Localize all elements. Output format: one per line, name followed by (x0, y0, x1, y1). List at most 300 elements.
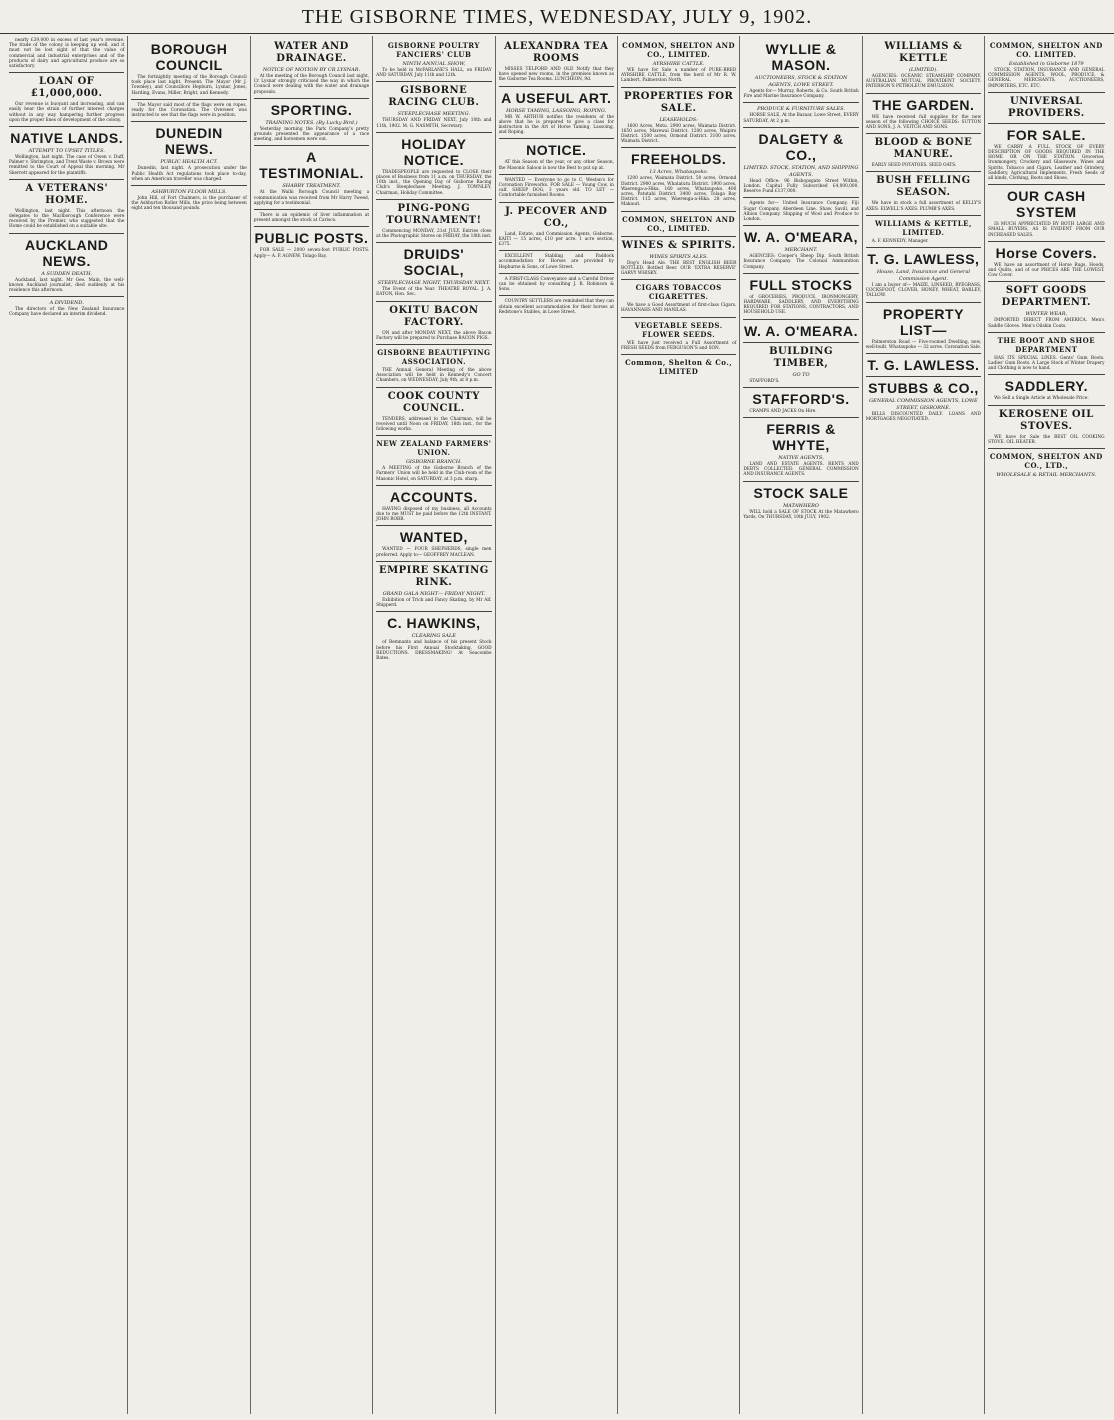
article-body: LAND AND ESTATE AGENTS. RENTS AND DEBTS COLLECTED. GENERAL COMMISSION AND INSURANCE AGENTS. (743, 462, 859, 478)
column-rule (376, 525, 491, 526)
article-body: WE have an assortment of Horse Rugs, Hoods, and Quilts, and of our PRICES ARE THE LOWEST. Cow Cover. (988, 262, 1105, 279)
article-heading: PROPERTY LIST— (882, 305, 964, 338)
column-rule (499, 86, 614, 87)
article (621, 211, 736, 233)
article-heading: STOCK SALE (753, 484, 849, 501)
column-9 (985, 36, 1107, 1414)
column-rule (988, 92, 1104, 93)
article-body: A MEETING of the Gisborne Branch of the Farmers' Union will be held in the Club-room of the Masonic Hotel, on SATURDAY, at 3 p.m. sharp. (376, 466, 492, 482)
article-heading: PING-PONG TOURNAMENT! (386, 202, 482, 226)
article (866, 215, 981, 244)
newspaper-page (6, 36, 1108, 1414)
article (743, 41, 858, 99)
article (254, 209, 369, 223)
article-subheading: ASHBURTON FLOOR MILLS. (151, 189, 227, 196)
article-body: Commencing MONDAY, 21st JULY. Entries close at the Photographic Stores on FRIDAY, the 18th inst. (376, 228, 492, 240)
article-body: We Sell a Single Article at Wholesale Price. (994, 396, 1089, 402)
article-body: Head Office: 96 Bishopsgate Street Within, London. Capital Fully Subscribed £4,000,000. Reserve Fund £137,000. (743, 178, 859, 195)
article (376, 242, 491, 297)
article-subheading: WINES SPIRITS ALES. (649, 253, 708, 260)
column-rule (131, 121, 246, 122)
article-heading: T. G. LAWLESS, (867, 251, 980, 268)
article-body: MR W. ARTHUR notifies the residents of the above that he is prepared to give a class for instruction in the Art of Horse Taming, Lassoing, and Roping. (498, 114, 614, 136)
article-heading: WILLIAMS & KETTLE (884, 41, 963, 64)
article-subheading: MATAWHERO (783, 502, 820, 509)
article-body: The fortnightly meeting of the Borough Council took place last night. Present: The Mayor (Mr J. Townley), and Councillors Hepburn, Lysnar, Jones, Harding, Evans, Miller, Bright, and Kennedy. (131, 75, 247, 96)
column-rule (9, 296, 124, 297)
article-body: THE Annual General Meeting of the above Association will be held in Kennedy's Concert Chambers, on WEDNESDAY, July 9th, at 8 p.m. (376, 368, 492, 384)
article-subheading: ATTEMPT TO UPSET TITLES. (28, 148, 105, 155)
article-subheading: GRAND GALA NIGHT— FRIDAY NIGHT. (382, 590, 486, 597)
article-heading: FERRIS & WHYTE, (766, 421, 836, 454)
column-rule (254, 145, 369, 146)
article-body: AT this Season of the year, or any other Season, the Masonic Saloon is now the Best to put up at. (498, 160, 614, 171)
article (866, 247, 981, 299)
article-subheading: GENERAL COMMISSION AGENTS, LOWE STREET, GISBORNE. (869, 398, 978, 412)
article-subheading: PRODUCE & FURNITURE SALES. (757, 106, 845, 113)
article (621, 87, 736, 145)
article-body: CRAMPS AND JACKS On Hire. (749, 408, 817, 414)
article-heading: UNIVERSAL PROVIDERS. (1007, 95, 1085, 119)
article (9, 296, 124, 317)
article-subheading: GISBORNE BRANCH. (405, 459, 462, 466)
column-rule (499, 202, 614, 203)
article-body: The Mayor said most of the flags were on ropes, ready for the Coronation. The Overseer was instructed to see that the flags were in position. (131, 102, 247, 119)
article (988, 448, 1104, 479)
article (988, 332, 1104, 372)
column-rule (376, 435, 491, 436)
article-subheading: CLEARING SALE (411, 633, 456, 640)
article (376, 344, 491, 384)
article-body: THURSDAY AND FRIDAY NEXT, July 10th and 11th, 1902. M. G. NASMITH, Secretary. (376, 118, 492, 129)
article-body: of GROCERIES, PRODUCE, IRONMONGERY, HARDWARE, SADDLERY, AND EVERYTHING REQUIRED FOR STATIONS, CONTRACTORS, AND HOUSEHOLD USE. (743, 294, 859, 316)
article-heading: BOROUGH COUNCIL (150, 41, 228, 73)
article (621, 236, 736, 277)
article-subheading: GO TO (792, 371, 810, 378)
article-body: At the Waihi Borough Council meeting a communication was received from Mr Harry Tweed, applying for a testimonial. (253, 190, 370, 206)
article-heading: KEROSENE OIL STOVES. (998, 408, 1094, 432)
column-rule (9, 72, 124, 73)
article (621, 147, 736, 207)
article-body: WE have received full supplies for the new season of the following CHOICE SEEDS: SUTTON AND SONS, J. A. VEITCH AND SONS. (865, 114, 982, 131)
article-heading: WYLLIE & MASON. (765, 41, 837, 73)
article-heading: GISBORNE RACING CLUB. (388, 85, 480, 109)
article-heading: BUSH FELLING SEASON. (876, 175, 971, 199)
column-rule (376, 387, 491, 388)
article-heading: W. A. O'MEARA, (744, 229, 859, 246)
column-rule (866, 376, 981, 377)
column-rule (376, 199, 491, 200)
article-heading: SPORTING. (270, 101, 353, 118)
article-subheading: STEEPLECHASE MEETING. (397, 111, 471, 118)
article-heading: DALGETY & CO., (758, 130, 844, 163)
article-heading: SADDLERY. (1004, 378, 1088, 395)
article (988, 281, 1104, 328)
article-heading: A USEFUL ART. (501, 89, 612, 106)
column-rule (988, 448, 1104, 449)
article-heading: HOLIDAY NOTICE. (401, 135, 467, 168)
article-heading: COMMON, SHELTON AND CO., LIMITED. (622, 214, 736, 233)
column-rule (866, 247, 981, 248)
article-heading: T. G. LAWLESS. (867, 357, 980, 374)
article (376, 387, 491, 433)
article (254, 145, 369, 206)
column-rule (621, 147, 736, 148)
article-body: HAS ITS SPECIAL LINES. Gents' Gum Boots. Ladies' Gum Boots. A Large Stock of Winter Drapery and Clothing is now to hand. (988, 355, 1105, 372)
column-rule (376, 81, 491, 82)
column-rule (376, 242, 491, 243)
article-subheading: NOTICE OF MOTION BY CR LYSNAR. (262, 67, 361, 73)
article-subheading: HORSE TAMING, LASSOING, ROPING. (506, 107, 607, 114)
article-body: TENDERS, addressed to the Chairman, will be received until Noon on FRIDAY, 18th inst., for the following works. (376, 416, 492, 433)
article (743, 481, 858, 520)
article-heading: OUR CASH SYSTEM (1006, 188, 1086, 221)
article-body: At the meeting of the Borough Council last night, Cr Lysnar strongly criticised the way in which the Council were dealing with the water and drainage proposals. (253, 74, 370, 95)
article-heading: W. A. O'MEARA. (744, 322, 859, 339)
article (621, 41, 736, 84)
article-body: WE have for Sale the BEST OIL COOKING STOVE. OIL HEATER. (988, 434, 1105, 445)
article (988, 374, 1104, 401)
article (254, 98, 369, 143)
article-heading: C. HAWKINS, (387, 615, 481, 632)
article (131, 185, 246, 212)
article-body: EARLY SEED POTATOES. SEED OATS. (871, 163, 957, 169)
masthead: THE GISBORNE TIMES, WEDNESDAY, JULY 9, 1902. (0, 0, 1114, 34)
article (376, 132, 491, 196)
article-heading: STAFFORD'S. (752, 390, 850, 407)
article-body: The directors of the New Zealand Insurance Company have declared an interim dividend. (9, 307, 125, 318)
column-rule (743, 127, 858, 128)
article-subheading: WINTER WEAR, (1025, 311, 1068, 318)
article-body: WANTED — FOUR SHEPHERDS, single men preferred. Apply to— GEOFFREY MACLEAN. (376, 547, 492, 558)
column-rule (131, 99, 246, 100)
article-body: Agents for— United Insurance Company. Fiji Sugar Company. Aberdeen Line. Shaw, Savill, and Albion Company. Shipping of Wool and Produce to London. (743, 201, 859, 223)
article-body: To be held in McFARLANE'S HALL, on FRIDAY AND SATURDAY, July 11th and 12th. (376, 68, 492, 79)
column-8 (863, 36, 985, 1414)
column-rule (743, 319, 858, 320)
article-heading: DUNEDIN NEWS. (155, 125, 223, 158)
column-rule (621, 354, 736, 355)
article-body: Our revenue is buoyant and increasing, and can easily bear the strain of further interest charges without in any way hampering further progress upon the proper lines of development of the colony. (9, 102, 125, 123)
article-body: WE have just received a Full Assortment of FRESH SEEDS from FERGUSON'S and SON. (620, 340, 737, 351)
article-heading: NATIVE LANDS. (10, 130, 124, 147)
column-rule (866, 215, 981, 216)
article-heading: WATER AND DRAINAGE. (274, 41, 349, 64)
article (743, 197, 858, 222)
article-subheading: NATIVE AGENTS, (778, 455, 824, 462)
column-rule (621, 87, 736, 88)
article (499, 202, 614, 248)
article-body: A. F. KENNEDY, Manager. (871, 238, 929, 244)
column-rule (988, 374, 1104, 375)
article (866, 41, 981, 90)
column-rule (499, 273, 614, 274)
article (743, 417, 858, 478)
article (988, 241, 1104, 279)
column-rule (743, 225, 858, 226)
article-heading: J. PECOVER AND CO., (505, 205, 608, 229)
column-rule (988, 241, 1104, 242)
article (499, 86, 614, 136)
article-heading: NEW ZEALAND FARMERS' UNION. (376, 439, 492, 458)
article-heading: BUILDING TIMBER, (769, 345, 833, 369)
article-heading: CIGARS TOBACCOS CIGARETTES. (635, 283, 722, 302)
column-rule (376, 485, 491, 486)
article-heading: A TESTIMONIAL. (259, 149, 364, 182)
article (743, 273, 858, 316)
column-rule (9, 179, 124, 180)
article-body: of Remnants and balance of his present Stock before his First Annual Stocktaking. GOOD REDUCTIONS. DRESSMAKING! At Seacombe Bates. (376, 640, 492, 661)
column-rule (743, 417, 858, 418)
article (254, 226, 369, 258)
article (9, 179, 124, 230)
article-heading: OKITU BACON FACTORY. (389, 304, 479, 328)
article-body: Wellington, last night. This afternoon the delegates to the Marlborough Conference were received by the Premier, who suggested that the Home could be established on a suitable site. (9, 208, 125, 230)
column-rule (499, 138, 614, 139)
article (131, 99, 246, 119)
article-heading: DRUIDS' SOCIAL, (403, 246, 465, 279)
article-body: 1200 acres, Waimata District. 50 acres, Ormond District. 2900 acres, Whatatutu District. 1900 acres, Waerenga-a-Hika. 160 acres, Whataupoko. 400 acres, Patutahi District. 3400 acres, Tolaga Bay District. 115 acres, Waerenga-a-Hika. 28 acres, Makauri. (620, 176, 737, 208)
article-heading: PROPERTIES FOR SALE. (623, 90, 734, 114)
article (988, 123, 1104, 181)
article-body: Wellington, last night. The case of Owen v. Duff, Palmer v. Shrimpton, and Trent Waste v. Brown were remitted to the Court of Appeal this morning. Mr Skerrett appeared for the plaintiffs. (9, 155, 125, 176)
article (9, 38, 124, 69)
article-body: BILLS DISCOUNTED DAILY. LOANS AND MORTGAGES NEGOTIATED. (865, 412, 982, 423)
article-body: Dog's Head Ale. THE BEST ENGLISH BEER BOTTLED. Bottled Beer. OUR 'EXTRA RESERVE' GARVY WHISKY. (620, 260, 737, 277)
column-rule (988, 184, 1104, 185)
article-body: Yesterday morning the Park Company's pretty grounds presented the appearance of a race meeting, and horsemen were out. (253, 126, 370, 143)
article-heading: BLOOD & BONE MANURE. (874, 137, 973, 161)
article (499, 174, 614, 199)
article-body: MISSES TELFORD AND OLD Notify that they have opened new rooms, in the premises known as the Gisborne Tea Rooms. LUNCHEON, 9d. (498, 67, 614, 83)
article-subheading: 13 Acres, Whataupoko. (649, 169, 709, 176)
article-subheading: STEEPLECHASE NIGHT, THURSDAY NEXT. (377, 280, 491, 287)
article-heading: EMPIRE SKATING RINK. (378, 564, 489, 588)
column-rule (988, 123, 1104, 124)
article-heading: THE GARDEN. (872, 96, 975, 113)
article (376, 485, 491, 523)
article (621, 354, 736, 376)
column-rule (376, 132, 491, 133)
column-rule (376, 561, 491, 562)
article-subheading: TRAINING NOTES. (By Lucky Bird.) (265, 119, 358, 126)
article (376, 561, 491, 608)
article-body: HORSE SALE, At the Bazaar, Lowe Street, EVERY SATURDAY, At 2 p.m. (743, 113, 859, 124)
article-body: nearly £39,000 in excess of last year's revenue. The trade of the colony is keeping up well, and it must not be lost sight of that the value of commercial and industrial enterprises and of the products of dairy and agricultural produce are so satisfactory. (9, 38, 125, 70)
column-2 (128, 36, 250, 1414)
article (9, 126, 124, 176)
article (376, 199, 491, 239)
article-heading: GISBORNE POULTRY FANCIERS' CLUB (387, 41, 480, 59)
article-heading: SOFT GOODS DEPARTMENT. (1001, 285, 1092, 309)
article (376, 41, 491, 78)
article-body: TRADESPEOPLE are requested to CLOSE their places of Business from 11 a.m. on THURSDAY, the 10th inst., the Opening Day of Gisborne Racing Club's Steeplechase Meeting. J. TOWNLEY, Chairman, Holiday Committee. (376, 169, 492, 196)
article (988, 41, 1104, 89)
article-body: WE have for Sale a number of PURE-BRED AYRSHIRE CATTLE, from the herd of Mr R. W. Lambert, Palmerston North. (620, 68, 737, 84)
column-rule (9, 126, 124, 127)
column-rule (743, 273, 858, 274)
article-subheading: PUBLIC HEALTH ACT. (160, 159, 218, 166)
article (988, 92, 1104, 120)
article-body: STOCK, STATION, INSURANCE AND GENERAL COMMISSION AGENTS, WOOL, PRODUCE, & GENERAL MERCHANTS, AUCTIONEERS, IMPORTERS, ETC. ETC. (988, 68, 1105, 89)
column-rule (376, 301, 491, 302)
article (376, 525, 491, 557)
article-heading: Common, Shelton & Co., LIMITED (625, 358, 733, 377)
column-rule (621, 236, 736, 237)
article-subheading: A SUDDEN DEATH. (41, 270, 93, 277)
article-subheading: AYRSHIRE CATTLE. (652, 61, 705, 67)
article-heading: NOTICE. (526, 142, 587, 159)
column-rule (866, 133, 981, 134)
column-rule (254, 226, 369, 227)
article-heading: A VETERANS' HOME. (25, 182, 109, 206)
article (376, 435, 491, 482)
column-rule (254, 209, 369, 210)
article (499, 41, 614, 83)
article (743, 387, 858, 414)
article-subheading: (LIMITED). (908, 67, 938, 73)
article-heading: STUBBS & CO., (868, 380, 979, 397)
article-body: IS MUCH APPRECIATED BY BOTH LARGE AND SMALL BUYERS, AS IS EVIDENT FROM OUR INCREASED SALES. (988, 222, 1105, 238)
article (866, 171, 981, 211)
article (499, 250, 614, 270)
column-rule (743, 102, 858, 103)
article-subheading: WHOLESALE & RETAIL MERCHANTS. (996, 472, 1097, 479)
article-body: Dunedin, last night. A prosecution under the Public Health Act regulations took place to-day, when an American traveller was charged. (131, 166, 247, 182)
column-rule (376, 344, 491, 345)
article-heading: ALEXANDRA TEA ROOMS (504, 41, 609, 64)
article-body: WE CARRY A FULL STOCK OF EVERY DESCRIPTION OF GOODS REQUIRED IN THE HOME OR ON THE STATION. Groceries, Ironmongery, Crockery and Glassware, Wines and Spirits, Tobacco and Cigars, Leather and Grindery, Saddlery, Agricultural Implements, Fresh Seeds of all kinds, Clothing, Boots and Shoes. (988, 144, 1105, 182)
column-rule (9, 233, 124, 234)
article (9, 233, 124, 294)
article (499, 273, 614, 293)
column-rule (621, 317, 736, 318)
article-subheading: LIMITED. STOCK, STATION, AND SHIPPING AGENTS. (743, 164, 859, 178)
article-heading: COOK COUNTY COUNCIL. (387, 390, 480, 414)
article-body: Agents for— Murray, Roberts, & Co. South British Fire and Marine Insurance Company. (743, 89, 859, 100)
article (499, 138, 614, 170)
column-rule (743, 481, 858, 482)
article-heading: AUCKLAND NEWS. (25, 236, 109, 269)
article-body: Land, Estate, and Commission Agents, Gisborne. KAITI — 15 acres, £10 per acre. 1 acre section, £375. (498, 231, 614, 248)
article-subheading: A DIVIDEND. (49, 300, 84, 307)
article-body: There is an epidemic of liver inflammation at present amongst the stock at Carisco. (253, 213, 370, 224)
article-body: I am a buyer of— MAIZE, LINSEED, RYEGRASS, COCKSFOOT, CLOVER, HONEY, WHEAT, BARLEY, TALLOW. (865, 283, 982, 299)
article-body: A FIRST-CLASS Conveyance and a Careful Driver can be obtained by consulting J. B. Robinson & Sons. (498, 276, 614, 293)
article-body: ON and after MONDAY NEXT, the above Bacon Factory will be prepared to Purchase BACON PIGS. (376, 330, 492, 341)
article-heading: PUBLIC POSTS. (254, 230, 369, 247)
article-body: EXCELLENT Stabling and Paddock accommodation for Horses are provided by Hepburne & Sons, of Lowe Street. (498, 254, 614, 270)
article-heading: THE BOOT AND SHOE DEPARTMENT (997, 335, 1096, 354)
column-rule (254, 98, 369, 99)
article-subheading: NINTH ANNUAL SHOW, (402, 61, 466, 67)
article-body: We have in stock a full assortment of KELLY'S AXES. ELWELL'S AXES. PLUMB'S AXES. (865, 201, 982, 212)
article (743, 342, 858, 384)
article (621, 317, 736, 351)
article-heading: VEGETABLE SEEDS. FLOWER SEEDS. (634, 320, 723, 339)
article-heading: FULL STOCKS (749, 276, 853, 293)
article (743, 319, 858, 339)
article (866, 93, 981, 131)
article (376, 81, 491, 128)
article (376, 611, 491, 661)
article-heading: WINES & SPIRITS. (621, 239, 736, 251)
column-rule (499, 174, 614, 175)
article-body: FOR SALE — 2000 seven-foot PUBLIC POSTS. Apply— A. P. AGNEW, Tolago Bay. (253, 248, 370, 259)
column-3 (251, 36, 373, 1414)
article (866, 353, 981, 373)
article-heading: FOR SALE. (1006, 126, 1086, 143)
article (866, 133, 981, 168)
article-subheading: House, Land, Insurance and General Commission Agent. (876, 269, 971, 283)
column-6 (618, 36, 740, 1414)
column-rule (499, 295, 614, 296)
article-body: WANTED — Everyone to go to C. Weston's for Coronation Fireworks. FOR SALE — Young Cow, in calf. SHEEP DOG, 3 years old. TO LET — Comfortable furnished Rooms. (498, 177, 614, 199)
column-4 (373, 36, 495, 1414)
column-5 (496, 36, 618, 1414)
article (131, 41, 246, 96)
column-rule (988, 332, 1104, 333)
article-body: 1600 Acres, Motu. 2900 acres, Waimata District. 1650 acres, Marewai District. 1200 acres, Waipiro District. 1500 acres, Ormond District. 3100 acres, Waimata District. (620, 123, 737, 145)
article (988, 405, 1104, 445)
article-body: Palmerston Road — Five-roomed Dwelling, new, well-built. Whataupoko — 32 acres. Coronation Sale. (865, 339, 982, 350)
column-rule (743, 342, 858, 343)
article-subheading: MERCHANT. (784, 247, 818, 254)
article-body: We have a Good Assortment of first-class Cigars. HAVANNAHS AND MANILAS. (620, 303, 737, 314)
article-body: COUNTRY SETTLERS are reminded that they can obtain excellent accommodation for their horses at Redstone's Stables, in Lowe Street. (498, 299, 614, 315)
column-rule (866, 171, 981, 172)
article-heading: FREEHOLDS. (631, 151, 727, 168)
article (9, 72, 124, 123)
article (621, 279, 736, 313)
article (743, 225, 858, 270)
article-heading: WANTED, (399, 529, 468, 546)
article-body: WILL hold a SALE OF STOCK At the Matawhero Yards, On THURSDAY, 10th JULY, 1902. (743, 509, 859, 520)
column-rule (621, 211, 736, 212)
column-rule (866, 353, 981, 354)
article-subheading: AUCTIONEERS, STOCK & STATION AGENTS, LOWE STREET. (754, 75, 848, 88)
article-subheading: LEASEHOLDS: (659, 116, 698, 123)
column-7 (740, 36, 862, 1414)
article-subheading: SHABBY TREATMENT. (282, 183, 341, 190)
article-heading: LOAN OF £1,000,000. (30, 76, 103, 100)
column-rule (866, 302, 981, 303)
column-rule (743, 387, 858, 388)
article-body: AGENCIES: Cooper's Sheep Dip. South British Insurance Company. The Colonial Ammunition Company. (743, 254, 859, 270)
article-subheading: Established in Gisborne 1879 (1008, 61, 1084, 67)
article-body: John Hill, of Fort Chalmers, is the purchaser of the Ashburton Roller Mills, the price being between eight and ten thousand pounds. (131, 196, 247, 212)
article-body: AGENCIES: OCEANIC STEAMSHIP COMPANY. AUSTRALIAN MUTUAL PROVIDENT SOCIETY. PATERSON'S PETROLEUM EMULSION. (865, 74, 982, 90)
column-rule (988, 281, 1104, 282)
article-body: Auckland, last night. Mr Geo. Main, the well-known Auckland journalist, died suddenly at his residence this afternoon. (9, 277, 125, 294)
article-heading: GISBORNE BEAUTIFYING ASSOCIATION. (377, 348, 491, 367)
article-heading: ACCOUNTS. (390, 488, 478, 505)
article-body: The Event of the Year. THEATRE ROYAL. J. A. EATON, Hon. Sec. (376, 287, 492, 298)
column-rule (988, 405, 1104, 406)
article (131, 121, 246, 182)
article-heading: Horse Covers. (995, 244, 1098, 261)
article-body: IMPORTED DIRECT FROM AMERICA. Men's Saddle Gloves. Men's Oilskin Coats. (988, 318, 1105, 329)
article (499, 295, 614, 315)
article-heading: WILLIAMS & KETTLE, LIMITED. (874, 218, 972, 237)
article-heading: COMMON, SHELTON AND CO. LIMITED. (989, 41, 1103, 59)
article (743, 102, 858, 123)
article (254, 41, 369, 95)
article-heading: COMMON, SHELTON AND CO., LIMITED. (622, 41, 736, 59)
column-1 (6, 36, 128, 1414)
article (866, 302, 981, 350)
article-body: Exhibition of Trick and Fancy Skating, by Mr Alf. Shipperd. (376, 597, 492, 609)
